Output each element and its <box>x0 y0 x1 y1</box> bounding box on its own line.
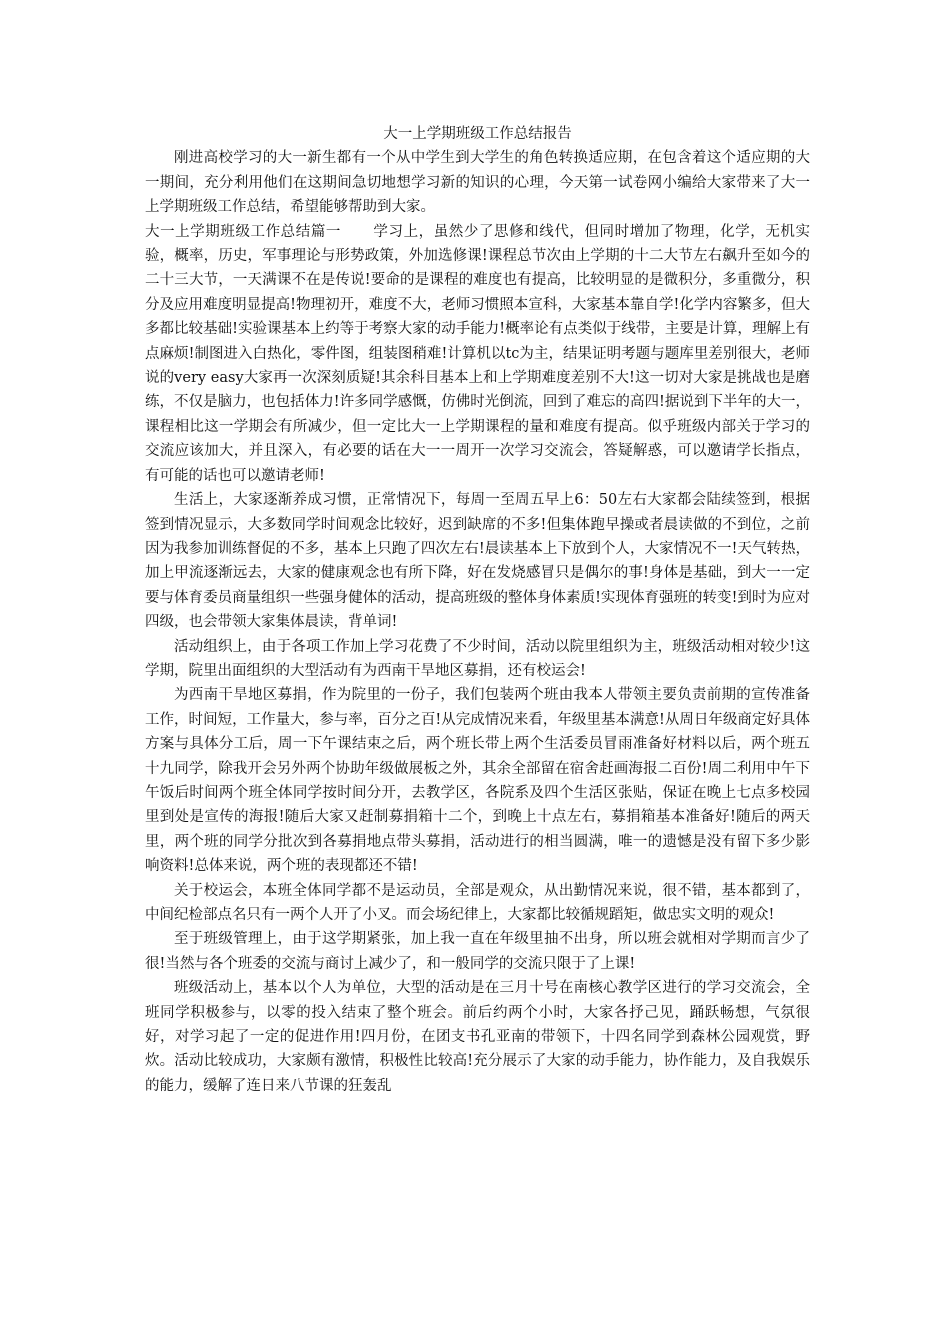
activities-paragraph: 活动组织上，由于各项工作加上学习花费了不少时间，活动以院里组织为主，班级活动相对较少!这学期，院里出面组织的大型活动有为西南干旱地区募捐，还有校运会! <box>145 638 810 679</box>
study-paragraph <box>145 220 810 488</box>
donation-paragraph: 为西南干旱地区募捐，作为院里的一份子，我们包装两个班由我本人带领主要负责前期的宣传准备工作，时间短，工作量大，参与率，百分之百!从完成情况来看，年级里基本满意!从周日年级商定好具体方案与具体分工后，周一下午课结束之后，两个班长带上两个生活委员冒雨准备好材料以后，两个班五十九同学，除我开会另外两个协助年级做展板之外，其余全部留在宿舍赶画海报二百份!周二利用中午下午饭后时间两个班全体同学按时间分开，去教学区，各院系及四个生活区张贴，保证在晚上七点多校园里到处是宣传的海报!随后大家又赶制募捐箱十二个，到晚上十点左右，募捐箱基本准备好!随后的两天里，两个班的同学分批次到各募捐地点带头募捐，活动进行的相当圆满，唯一的遗憾是没有留下多少影响资料!总体来说，两个班的表现都还不错! <box>145 687 810 875</box>
document-page <box>145 122 810 1098</box>
section-heading: 大一上学期班级工作总结篇一 <box>145 223 341 240</box>
class-activities-paragraph: 班级活动上，基本以个人为单位，大型的活动是在三月十号在南核心教学区进行的学习交流会，全班同学积极参与，以零的投入结束了整个班会。前后约两个小时，大家各抒己见，踊跃畅想，气氛很好，对学习起了一定的促进作用!四月份，在团支书孔亚南的带领下，十四名同学到森林公园观赏，野炊。活动比较成功，大家颇有激情，积极性比较高!充分展示了大家的动手能力，协作能力，及自我娱乐的能力，缓解了连日来八节课的狂轰乱 <box>145 980 810 1094</box>
study-text: 学习上，虽然少了思修和线代，但同时增加了物理，化学，无机实验，概率，历史，军事理论与形势政策，外加选修课!课程总节次由上学期的十二大节左右飙升至如今的二十三大节，一天满课不在是传说!要命的是课程的难度也有提高，比较明显的是微积分，多重微分，积分及应用难度明显提高!物理初开，难度不大，老师习惯照本宣科，大家基本靠自学!化学内容繁多，但大多都比较基础!实验课基本上约等于考察大家的动手能力!概率论有点类似于线带，主要是计算，理解上有点麻烦!制图进入白热化，零件图，组装图稍难!计算机以tc为主，结果证明考题与题库里差别很大，老师说的very easy大家再一次深刻质疑!其余科目基本上和上学期难度差别不大!这一切对大家是挑战也是磨练，不仅是脑力，也包括体力!许多同学感慨，仿佛时光倒流，回到了难忘的高四!据说到下半年的大一，课程相比这一学期会有所减少，但一定比大一上学期课程的量和难度有提高。似乎班级内部关于学习的交流应该加大，并且深入，有必要的话在大一一周开一次学习交流会，答疑解惑，可以邀请学长指点，有可能的话也可以邀请老师! <box>145 223 811 484</box>
life-paragraph: 生活上，大家逐渐养成习惯，正常情况下，每周一至周五早上6：50左右大家都会陆续签到，根据签到情况显示，大多数同学时间观念比较好，迟到缺席的不多!但集体跑早操或者晨读做的不到位，之前因为我参加训练督促的不多，基本上只跑了四次左右!晨读基本上下放到个人，大家情况不一!天气转热，加上甲流逐渐远去，大家的健康观念也有所下降，好在发烧感冒只是偶尔的事!身体是基础，到大一一定要与体育委员商量组织一些强身健体的活动，提高班级的整体身体素质!实现体育强班的转变!到时为应对四级，也会带领大家集体晨读，背单词! <box>145 492 810 631</box>
sports-meet-paragraph: 关于校运会，本班全体同学都不是运动员，全部是观众，从出勤情况来说，很不错，基本都到了，中间纪检部点名只有一两个人开了小叉。而会场纪律上，大家都比较循规蹈矩，做忠实文明的观众! <box>145 882 810 923</box>
management-paragraph: 至于班级管理上，由于这学期紧张，加上我一直在年级里抽不出身，所以班会就相对学期而言少了很!当然与各个班委的交流与商讨上减少了，和一般同学的交流只限于了上课! <box>145 931 810 972</box>
document-title: 大一上学期班级工作总结报告 <box>383 126 572 142</box>
intro-paragraph: 刚进高校学习的大一新生都有一个从中学生到大学生的角色转换适应期，在包含着这个适应期的大一期间，充分利用他们在这期间急切地想学习新的知识的心理，今天第一试卷网小编给大家带来了大一上学期班级工作总结，希望能够帮助到大家。 <box>145 150 810 216</box>
